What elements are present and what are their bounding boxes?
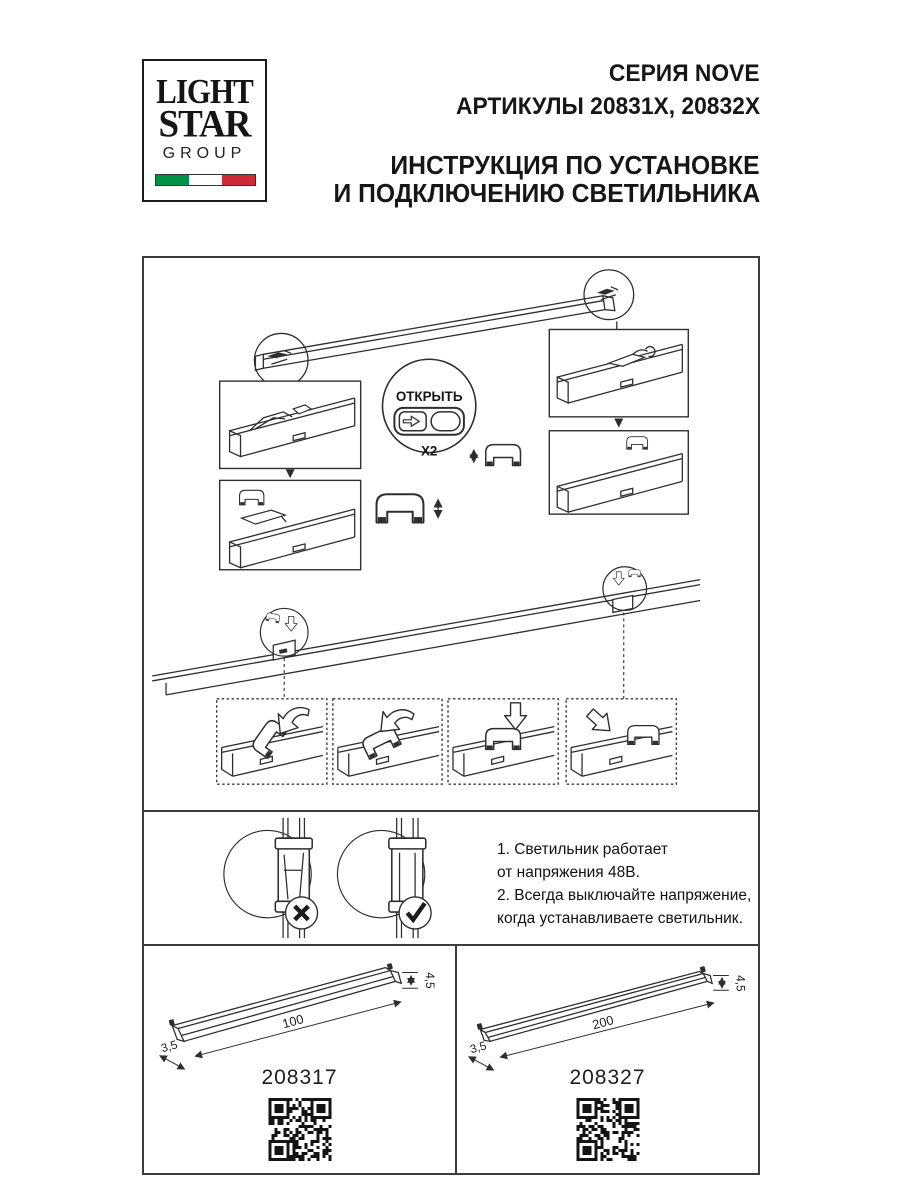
- lightstar-logo: [142, 59, 267, 202]
- article-number: 208317: [261, 1066, 338, 1089]
- clip-step-1: [217, 699, 327, 784]
- open-count: X2: [420, 443, 438, 459]
- width-value: 3,5: [468, 1039, 488, 1057]
- series-title: СЕРИЯ NOVE: [609, 60, 760, 87]
- width-value: 3,5: [159, 1038, 179, 1056]
- logo-light: LIGHT: [156, 71, 253, 112]
- wrong-connection-view: [224, 818, 318, 938]
- clip-symbol-upper: [474, 445, 521, 466]
- dimension-height: [713, 975, 747, 992]
- qr-code: [576, 1098, 639, 1161]
- dimension-width: [160, 1038, 184, 1069]
- magnifier-right-end-icon: [584, 270, 634, 320]
- note-line: 2. Всегда выключайте напряжение,: [497, 887, 752, 904]
- height-value: 4,5: [733, 975, 747, 992]
- clip-step-2: [333, 699, 442, 784]
- dimension-height: [402, 972, 436, 989]
- length-value: 200: [590, 1012, 616, 1033]
- magnifier-left-end-icon: [254, 333, 308, 387]
- installation-diagram-panel: [142, 256, 760, 812]
- detail-right-step2: [549, 431, 688, 514]
- safety-panel: [142, 810, 760, 946]
- note-line: когда устанавливаете светильник.: [497, 910, 743, 927]
- mounted-track-drawing: [152, 580, 700, 695]
- product-panel-208327: [455, 944, 760, 1175]
- safety-notes: [497, 838, 751, 930]
- product-panel-208317: [142, 944, 457, 1175]
- article-number: 208327: [569, 1066, 646, 1089]
- clip-step-4: [566, 699, 676, 784]
- detail-left-step1: [220, 381, 361, 468]
- detail-left-step2: [220, 480, 361, 569]
- detail-right-step1: [549, 329, 688, 416]
- note-line: 1. Светильник работает: [497, 841, 668, 858]
- installation-diagram: [144, 258, 758, 810]
- logo-star: STAR: [158, 102, 251, 146]
- qr-code: [268, 1098, 331, 1161]
- logo-group: GROUP: [162, 145, 247, 162]
- length-value: 100: [280, 1011, 306, 1032]
- doc-title-line2: И ПОДКЛЮЧЕНИЮ СВЕТИЛЬНИКА: [333, 178, 760, 208]
- height-value: 4,5: [422, 972, 436, 989]
- articles-line: АРТИКУЛЫ 20831X, 20832X: [455, 93, 760, 120]
- open-label: ОТКРЫТЬ: [395, 388, 463, 404]
- note-line: от напряжения 48В.: [497, 864, 640, 881]
- clip-step-3: [448, 699, 558, 784]
- doc-title-line1: ИНСТРУКЦИЯ ПО УСТАНОВКЕ: [390, 150, 760, 180]
- clip-symbol-lower: [377, 494, 439, 522]
- italian-flag-icon: [155, 174, 256, 186]
- open-instruction-badge: [382, 359, 475, 458]
- correct-connection-view: [337, 818, 431, 938]
